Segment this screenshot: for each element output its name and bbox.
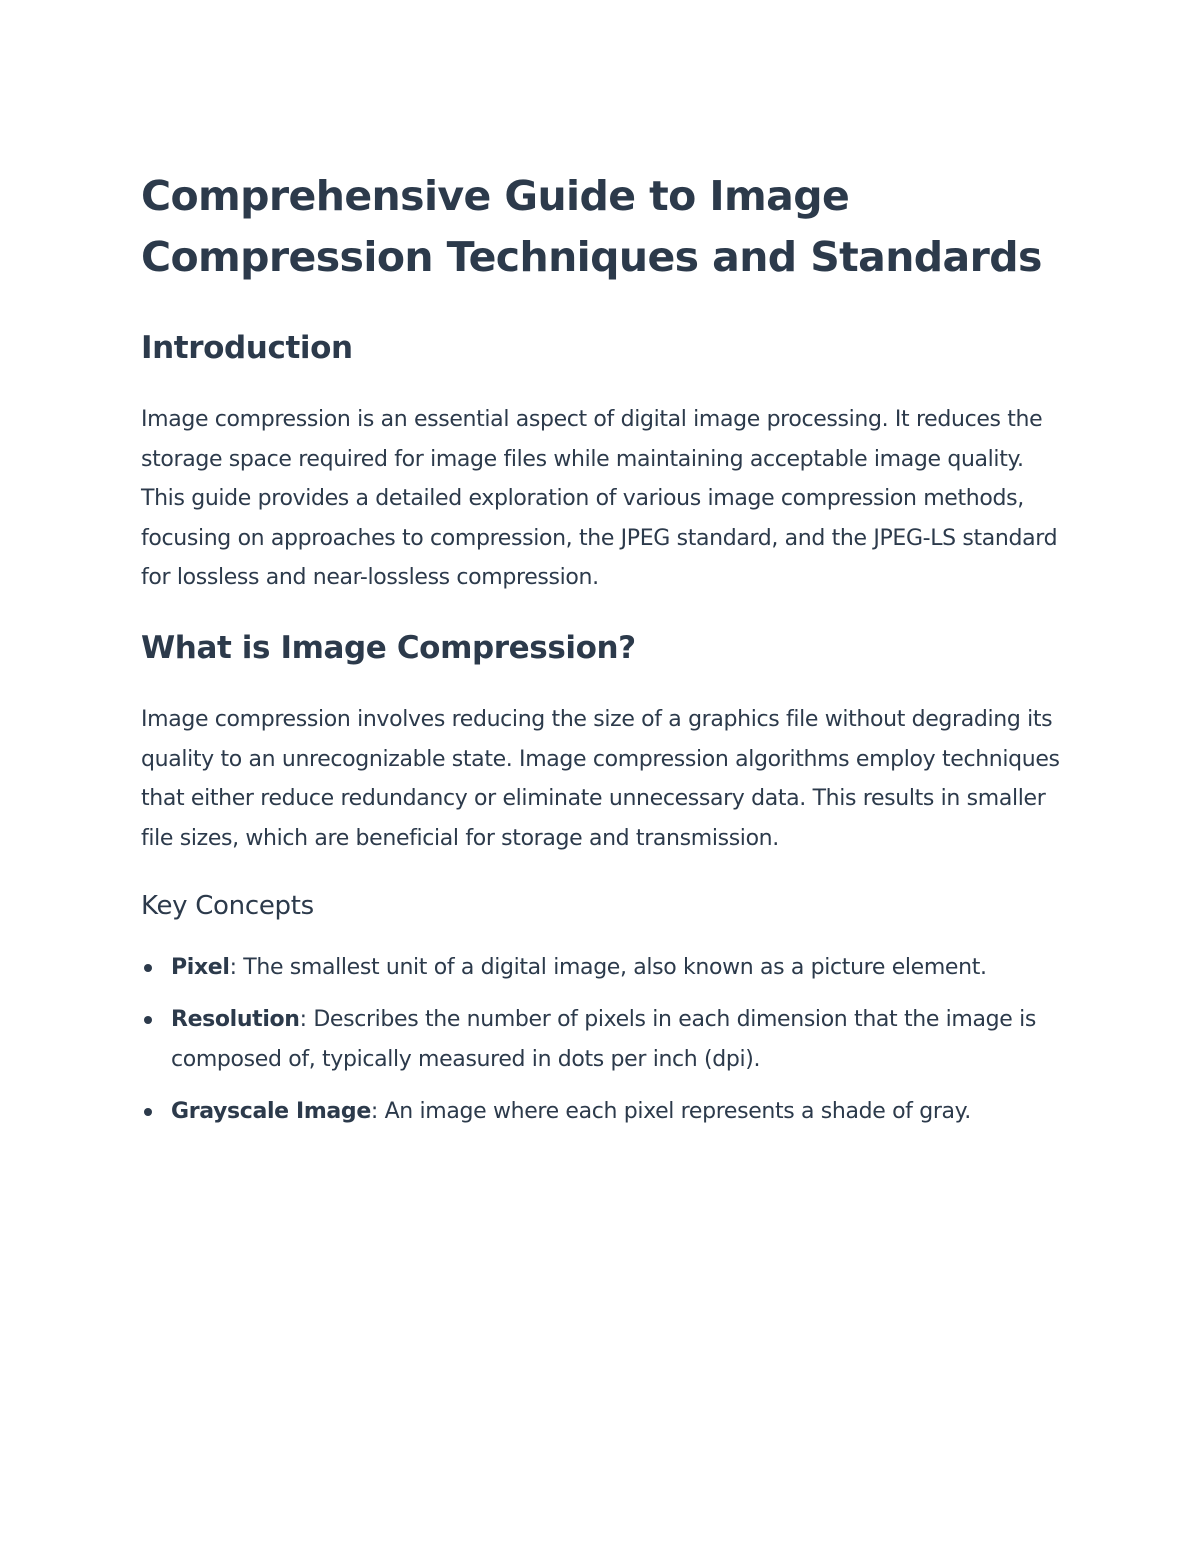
document-title: Comprehensive Guide to Image Compression Techniques and Standards — [141, 172, 1042, 281]
list-item — [141, 948, 1061, 988]
document-page — [141, 166, 1061, 1144]
list-item — [141, 1000, 1061, 1080]
concept-definition: : The smallest unit of a digital image, also known as a picture element. — [229, 955, 987, 981]
concept-term: Pixel — [171, 955, 230, 981]
list-item — [141, 1092, 1061, 1132]
section-heading-what-is-image-compression: What is Image Compression? — [141, 629, 636, 666]
introduction-paragraph: Image compression is an essential aspect of digital image processing. It reduces the storage space required for image files while maintaining acceptable image quality. This guide provides a detailed exploration of various image compression methods, focusing on approaches to compression, the JPEG standard, and the JPEG-LS standard for lossless and near-lossless compression. — [141, 407, 1058, 591]
bullet-icon — [144, 964, 152, 972]
key-concepts-list — [141, 948, 1061, 1132]
concept-term: Grayscale Image — [171, 1099, 371, 1125]
bullet-icon — [144, 1016, 152, 1024]
section-heading-introduction: Introduction — [141, 330, 353, 366]
concept-definition: : Describes the number of pixels in each dimension that the image is composed of, typically measured in dots per inch (dpi). — [171, 1007, 1036, 1073]
what-is-image-compression-paragraph: Image compression involves reducing the size of a graphics file without degrading its quality to an unrecognizable state. Image compression algorithms employ techniques that either reduce redundancy or eliminate unnecessary data. This results in smaller file sizes, which are beneficial for storage and transmission. — [141, 706, 1060, 851]
subheading-key-concepts: Key Concepts — [141, 891, 314, 922]
bullet-icon — [144, 1108, 152, 1116]
concept-definition: : An image where each pixel represents a shade of gray. — [370, 1099, 971, 1125]
concept-term: Resolution — [171, 1007, 300, 1033]
